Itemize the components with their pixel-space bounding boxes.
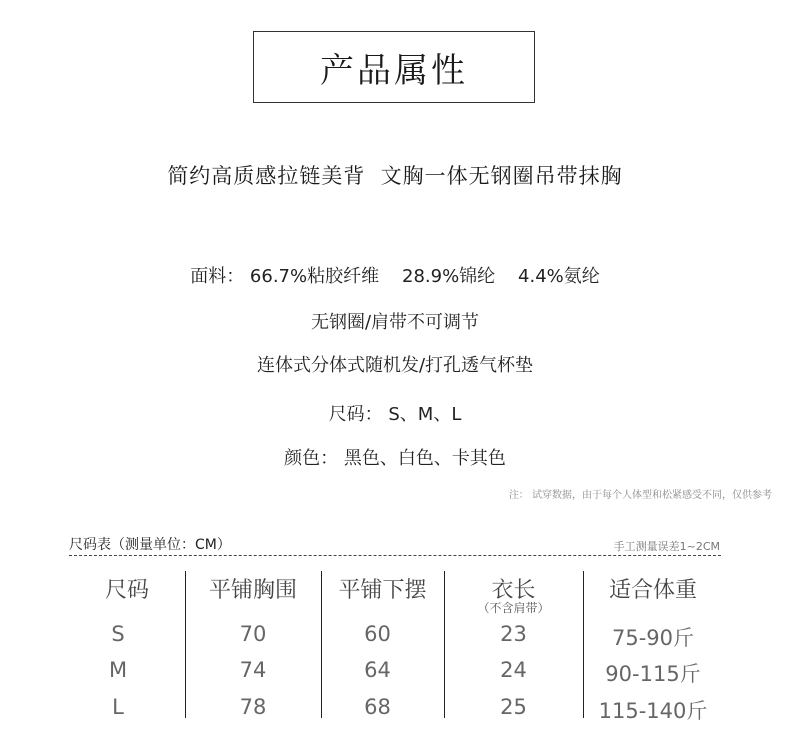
table-header-length: 衣长 [491, 578, 536, 603]
table-header-weight: 适合体重 [608, 578, 697, 603]
title-box [253, 31, 535, 103]
attr-fabric: 面料： 66.7%粘胶纤维 28.9%锦纶 4.4%氨纶 [190, 266, 600, 287]
table-header-hem: 平铺下摆 [338, 578, 427, 603]
table-cell: 68 [364, 695, 391, 719]
measure-error-note: 手工测量误差1~2CM [613, 540, 720, 553]
table-dashed-rule [69, 555, 721, 556]
attr-underwire: 无钢圈/肩带不可调节 [310, 312, 480, 333]
table-cell: 60 [364, 622, 391, 646]
size-table-caption: 尺码表（测量单位：CM） [69, 537, 231, 553]
table-cell: 115-140斤 [598, 699, 708, 723]
attr-sizes: 尺码： S、M、L [328, 404, 462, 425]
table-cell: 23 [500, 622, 527, 646]
attr-pad: 连体式分体式随机发/打孔透气杯垫 [256, 355, 534, 376]
table-cell: 25 [500, 695, 527, 719]
table-cell: 74 [239, 658, 267, 682]
table-header-length-note: （不含肩带） [477, 601, 550, 615]
table-cell: M [108, 658, 128, 682]
table-header-bust: 平铺胸围 [208, 578, 297, 603]
table-cell: S [111, 622, 125, 646]
product-subtitle: 简约高质感拉链美背 文胸一体无钢圈吊带抹胸 [167, 164, 623, 188]
fit-note: 注： 试穿数据，由于每个人体型和松紧感受不同，仅供参考 [508, 490, 772, 501]
table-header-size: 尺码 [104, 578, 149, 603]
table-cell: 64 [364, 658, 391, 682]
table-cell: 70 [239, 622, 267, 646]
table-cell: L [112, 695, 124, 719]
table-cell: 24 [500, 658, 527, 682]
table-cell: 75-90斤 [611, 626, 695, 650]
page-title: 产品属性 [320, 50, 468, 91]
table-cell: 90-115斤 [605, 662, 701, 686]
table-cell: 78 [239, 695, 267, 719]
attr-colors: 颜色： 黑色、白色、卡其色 [284, 448, 506, 469]
